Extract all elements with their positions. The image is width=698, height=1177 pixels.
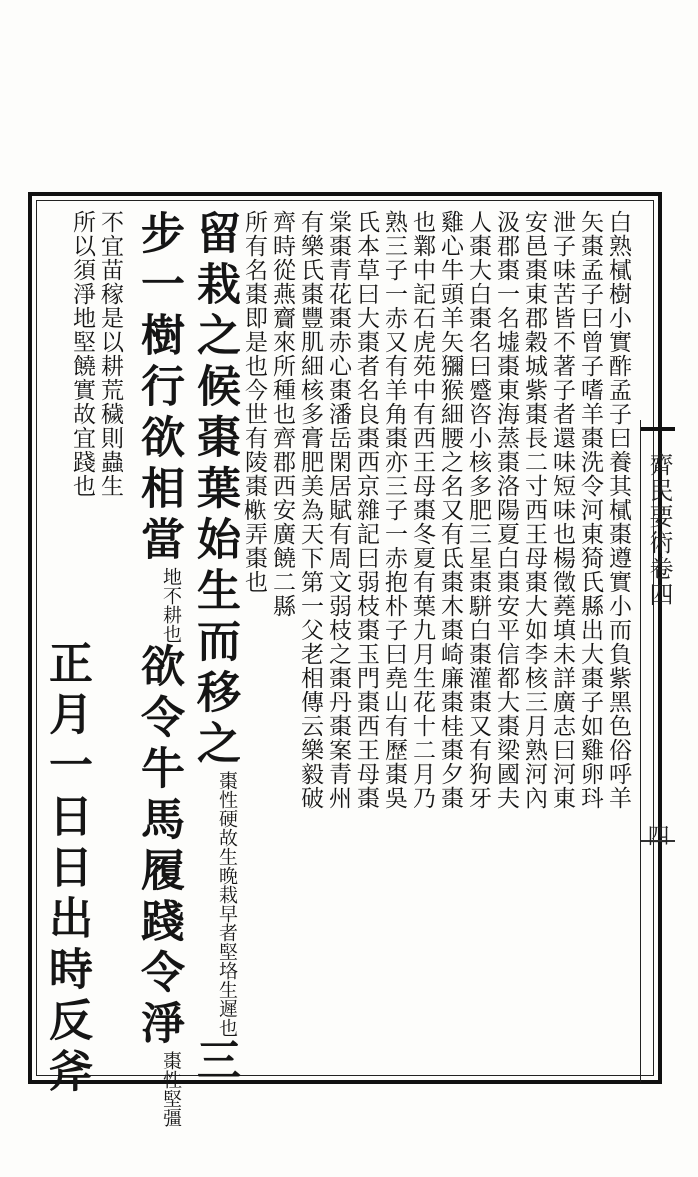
main-text-tail: 三 — [189, 1037, 240, 1088]
text-column-6: 人棗大白棗名曰蹙咨小核多肥三星棗駢白棗灌棗又有狗牙 — [465, 210, 491, 810]
annotation-line: 棗性硬故生晚栽 — [216, 771, 238, 904]
main-text-column-2 — [132, 210, 182, 1127]
main-text: 留栽之候棗葉始生而移之 — [189, 210, 240, 771]
text-column-10: 氏本草曰大棗者名良棗西京雜記曰弱枝棗玉門棗西王母棗 — [353, 210, 379, 810]
text-column-9: 熟三子一赤又有羊角棗亦三子一赤抱朴子曰堯山有歷棗吳 — [381, 210, 407, 810]
text-column-3: 泄子味苦皆不著子者還味短味也楊徵蕘填未詳廣志曰河東 — [549, 210, 575, 810]
main-text: 步一樹行欲相當 — [133, 210, 184, 567]
annotation — [160, 1051, 182, 1127]
fold-top-bar — [641, 427, 675, 431]
text-column-1: 白熟樲樹小實酢孟子曰養其樲棗遵實小而負紫黑色俗呼羊 — [605, 210, 631, 810]
text-column-2: 矢棗孟子曰曾子嗜羊棗洗令河東猗氏縣出大棗子如雞卵㺶 — [577, 210, 603, 810]
main-text-column-1 — [188, 210, 238, 1088]
annotation-line: 早者堅垎生遲也 — [216, 904, 238, 1037]
annotation-line: 棗性 — [160, 1051, 182, 1089]
text-column-14: 所有名棗即是也今世有陵棗𣛘弄棗也 — [241, 210, 267, 594]
text-column-13: 齊時從燕齎來所種也齊郡西安廣饒二縣 — [269, 210, 295, 618]
main-text-column-3: 正月一日日出時反斧 — [41, 640, 92, 1099]
note-column-2: 所以須淨地堅饒實故宜踐也 — [69, 210, 95, 498]
annotation — [216, 771, 238, 1037]
text-column-7: 雞心牛頭羊矢獼猴細腰之名又有氐棗木棗崎廉棗桂棗夕棗 — [437, 210, 463, 810]
annotation-line: 地不 — [160, 567, 182, 605]
main-text-tail: 欲令牛馬履踐令淨 — [133, 643, 184, 1051]
text-column-8: 也鄴中記石虎苑中有西王母棗冬夏有葉九月生花十二月乃 — [409, 210, 435, 810]
fold-page-number: 四 — [644, 824, 669, 846]
text-column-5: 汲郡棗一名墟棗東海蒸棗洛陽夏白棗安平信都大棗梁國夫 — [493, 210, 519, 810]
text-column-12: 有樂氏棗豐肌細核多膏肥美為天下第一父老相傳云樂毅破 — [297, 210, 323, 810]
annotation-line: 堅彊 — [160, 1089, 182, 1127]
fold-book-title: 齊民要術卷四 — [645, 452, 673, 608]
annotation — [160, 567, 182, 643]
text-column-4: 安邑棗東郡穀城紫棗長二寸西王母棗大如李核三月熟河內 — [521, 210, 547, 810]
note-column-1: 不宜苗稼是以耕荒穢則蟲生 — [97, 210, 123, 498]
annotation-line: 耕也 — [160, 605, 182, 643]
text-column-11: 棠棗青花棗赤心棗潘岳閑居賦有周文弱枝之棗丹棗案青州 — [325, 210, 351, 810]
